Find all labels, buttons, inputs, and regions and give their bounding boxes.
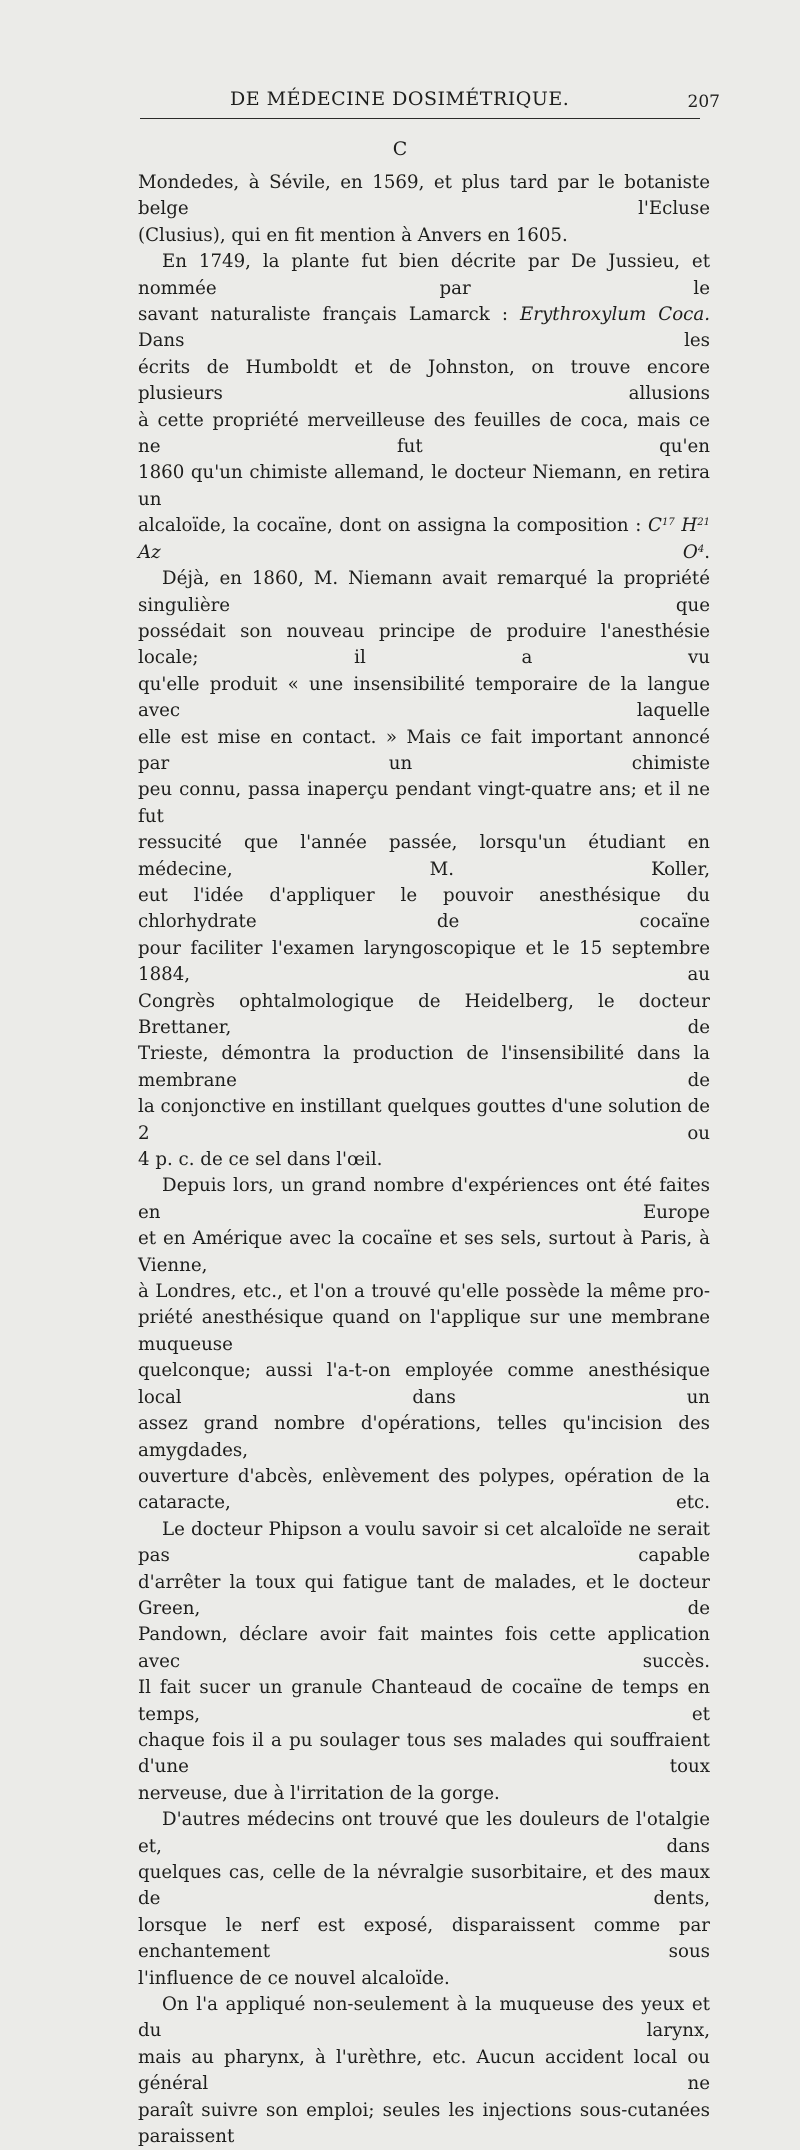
text-line: et en Amérique avec la cocaïne et ses sels, surtout à Paris, à Vienne, (138, 1228, 710, 1276)
text-line (138, 513, 710, 566)
text-line: (Clusius), qui en fit mention à Anvers en 1605. (138, 224, 568, 246)
text-line (138, 302, 710, 355)
formula-part: C (648, 515, 662, 537)
text-span: savant naturaliste français Lamarck : (138, 304, 521, 326)
formula-subscript: 4 (697, 543, 705, 555)
text-line: Congrès ophtalmologique de Heidelberg, le docteur Brettaner, de (138, 990, 710, 1038)
text-line: la conjonctive en instillant quelques gouttes d'une solution de 2 ou (138, 1096, 710, 1144)
text-line: d'arrêter la toux qui fatigue tant de malades, et le docteur Green, de (138, 1571, 710, 1619)
text-line: quelques cas, celle de la névralgie susorbitaire, et des maux de dents, (138, 1862, 710, 1910)
text-line: à cette propriété merveilleuse des feuilles de coca, mais ce ne fut qu'en (138, 409, 710, 458)
text-line: assez grand nombre d'opérations, telles qu'incision des amygdades, (138, 1413, 710, 1461)
text-line: lorsque le nerf est exposé, disparaissent comme par enchantement sous (138, 1914, 710, 1963)
text-line: Pandown, déclare avoir fait maintes fois cette application avec succès. (138, 1624, 710, 1672)
text-line: paraît suivre son emploi; seules les injections sous-cutanées paraissent (138, 2099, 710, 2148)
formula-subscript: 21 (697, 517, 710, 529)
body-text (138, 170, 710, 2150)
formula-subscript: 17 (661, 517, 675, 529)
text-line: ouverture d'abcès, enlèvement des polypes, opération de la cataracte, etc. (138, 1465, 710, 1514)
text-line: quelconque; aussi l'a-t-on employée comme anesthésique local dans un (138, 1360, 710, 1408)
text-line: Mondedes, à Sévile, en 1569, et plus tard par le botaniste belge l'Ecluse (138, 172, 710, 220)
section-letter: C (392, 138, 408, 160)
text-line: possédait son nouveau principe de produire l'anesthésie locale; il a vu (138, 620, 710, 669)
page-header (140, 86, 720, 116)
text-span: . (704, 541, 710, 563)
text-line: nerveuse, due à l'irritation de la gorge. (138, 1782, 500, 1804)
text-line: qu'elle produit « une insensibilité temporaire de la langue avec laquelle (138, 673, 710, 722)
text-line: Déjà, en 1860, M. Niemann avait remarqué la propriété singulière que (138, 568, 710, 616)
text-line: Trieste, démontra la production de l'insensibilité dans la membrane de (138, 1043, 710, 1091)
page-number: 207 (687, 92, 720, 112)
text-line: priété anesthésique quand on l'applique sur une membrane muqueuse (138, 1307, 710, 1355)
text-line: pour faciliter l'examen laryngoscopique et le 15 septembre 1884, au (138, 937, 710, 986)
text-line: eut l'idée d'appliquer le pouvoir anesthésique du chlorhydrate de cocaïne (138, 884, 710, 933)
running-title: DE MÉDECINE DOSIMÉTRIQUE. (230, 88, 570, 110)
text-line: écrits de Humboldt et de Johnston, on trouve encore plusieurs allusions (138, 356, 710, 405)
text-line: D'autres médecins ont trouvé que les douleurs de l'otalgie et, dans (138, 1809, 710, 1857)
text-line: Le docteur Phipson a voulu savoir si cet alcaloïde ne serait pas capable (138, 1518, 710, 1567)
text-line: Il fait sucer un granule Chanteaud de cocaïne de temps en temps, et (138, 1677, 710, 1725)
text-line: peu connu, passa inaperçu pendant vingt-quatre ans; et il ne fut (138, 779, 710, 827)
text-line: 1860 qu'un chimiste allemand, le docteur Niemann, en retira un (138, 462, 710, 510)
text-line: On l'a appliqué non-seulement à la muqueuse des yeux et du larynx, (138, 1994, 710, 2042)
text-line: 4 p. c. de ce sel dans l'œil. (138, 1149, 383, 1171)
text-span: alcaloïde, la cocaïne, dont on assigna la composition : (138, 515, 649, 537)
header-rule (140, 118, 700, 119)
formula-part: H (674, 515, 698, 537)
text-line: ressucité que l'année passée, lorsqu'un étudiant en médecine, M. Koller, (138, 832, 710, 880)
text-span: Dans les (138, 330, 710, 352)
text-line: En 1749, la plante fut bien décrite par De Jussieu, et nommée par le (138, 251, 710, 299)
formula-part: Az O (138, 541, 698, 563)
italic-span: Erythroxylum Coca. (520, 304, 710, 326)
text-line: l'influence de ce nouvel alcaloïde. (138, 1967, 450, 1989)
text-line: à Londres, etc., et l'on a trouvé qu'elle possède la même pro- (138, 1281, 710, 1303)
text-line: mais au pharynx, à l'urèthre, etc. Aucun accident local ou général ne (138, 2046, 710, 2095)
text-line: Depuis lors, un grand nombre d'expériences ont été faites en Europe (138, 1175, 710, 1223)
text-line: elle est mise en contact. » Mais ce fait important annoncé par un chimiste (138, 726, 710, 774)
text-line: chaque fois il a pu soulager tous ses malades qui souffraient d'une toux (138, 1729, 710, 1778)
